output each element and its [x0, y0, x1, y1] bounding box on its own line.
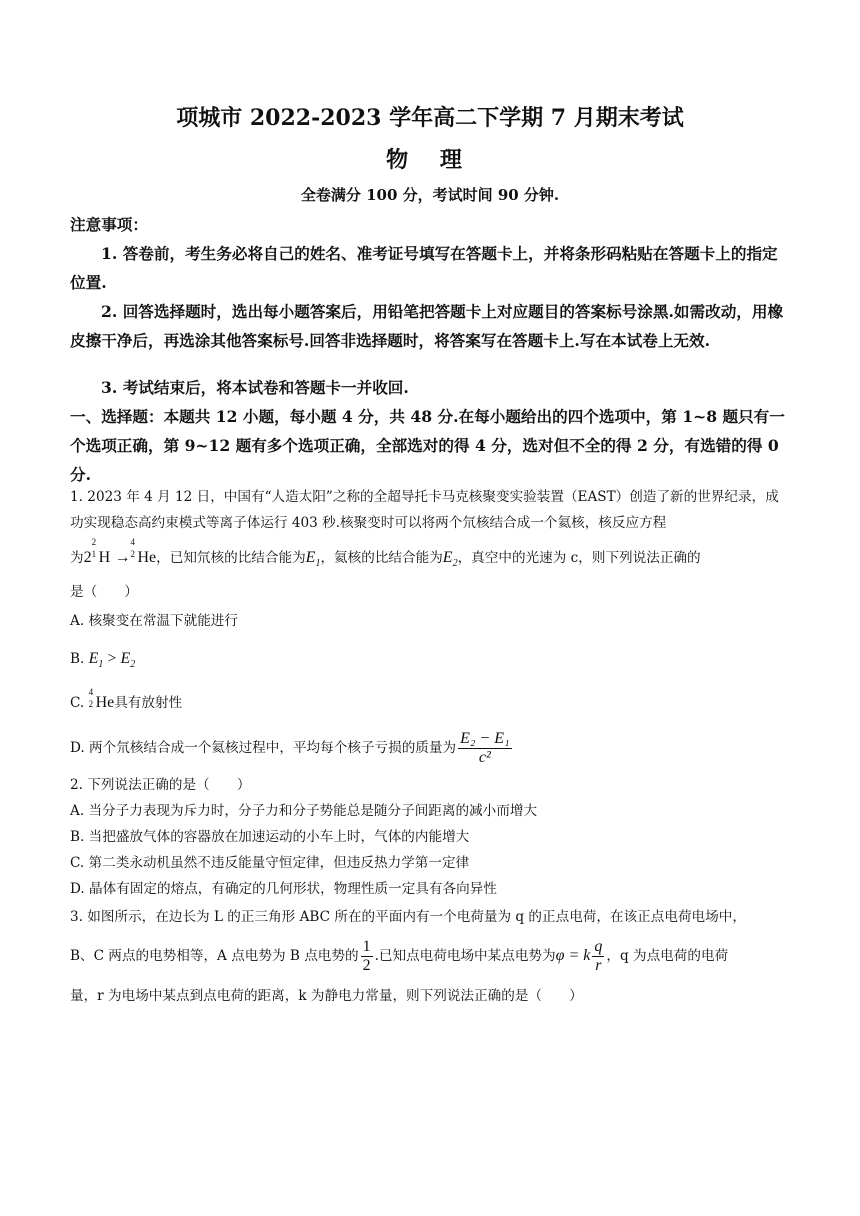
section-one-instructions: 一、选择题：本题共 12 小题，每小题 4 分，共 48 分.在每小题给出的四个选项中，第 1~8 题只有一个选项正确，第 9~12 题有多个选项正确，全部选对的得 4 分，选对但不全的得 2 分，有选错的得 0 分. — [70, 407, 785, 484]
question-3-line2 — [70, 938, 790, 975]
deuterium-symbol: H — [98, 549, 111, 566]
exam-title: 项城市 2022-2023 学年高二下学期 7 月期末考试 — [176, 105, 684, 131]
helium-nuclide — [130, 537, 157, 576]
question-1-equation-line — [70, 537, 790, 582]
question-1-pre: 为 — [70, 550, 84, 566]
greater-than-sign: > — [107, 650, 117, 667]
question-3-line3: 量，r 为电场中某点到点电荷的距离，k 为静电力常量，则下列说法正确的是（ ） — [70, 988, 583, 1004]
deuterium-atomic-number: 1 — [91, 549, 97, 559]
option-c-label: C. — [70, 695, 89, 711]
option-b-e1: $E_1$ — [88, 650, 104, 671]
one-half-fraction: $\frac{1}{2}$ — [362, 938, 371, 974]
exam-info: 全卷满分 100 分，考试时间 90 分钟. — [300, 186, 560, 204]
question-3-line1: 3. 如图所示，在边长为 L 的正三角形 ABC 所在的平面内有一个电荷量为 q 的正点电荷，在该正点电荷电场中， — [70, 909, 746, 925]
question-1-mid2: ，氦核的比结合能为 — [320, 550, 443, 566]
option-d-text: D. 两个氘核结合成一个氦核过程中，平均每个核子亏损的质量为 — [70, 740, 457, 756]
question-2-option-d: D. 晶体有固定的熔点，有确定的几何形状，物理性质一定具有各向异性 — [70, 881, 497, 897]
deuterium-mass-number: 2 — [91, 537, 97, 547]
question-2-option-b: B. 当把盛放气体的容器放在加速运动的小车上时，气体的内能增大 — [70, 829, 470, 845]
helium-atomic-number: 2 — [130, 549, 135, 559]
question-1-mid3: ，真空中的光速为 c，则下列说法正确的 — [457, 550, 701, 566]
option-b-label: B. — [70, 651, 89, 667]
question-3-line2-b: .已知点电荷电场中某点电势为 — [374, 948, 556, 964]
note-item-3: 3. 考试结束后，将本试卷和答题卡一并收回. — [101, 378, 409, 397]
question-1-mid1: ，已知氘核的比结合能为 — [156, 550, 306, 566]
reaction-arrow: → — [114, 549, 131, 566]
question-1-option-a: A. 核聚变在常温下就能进行 — [70, 613, 238, 629]
option-c-helium: 4 2 He — [88, 687, 115, 711]
question-3-line2-a: B、C 两点的电势相等，A 点电势为 B 点电势的 — [70, 948, 359, 964]
e1-symbol: $E_1$ — [305, 549, 321, 570]
option-b-e2: $E_2$ — [120, 650, 136, 671]
question-2-option-a: A. 当分子力表现为斥力时，分子力和分子势能总是随分子间距离的减小而增大 — [70, 803, 538, 819]
question-1-option-c — [70, 687, 790, 716]
exam-subject: 物 理 — [386, 147, 474, 173]
helium-mass-number: 4 — [130, 537, 135, 547]
question-1-option-b — [70, 646, 790, 678]
question-1-stem-end: 是（ ） — [70, 584, 138, 600]
question-1-stem-line1: 1. 2023 年 4 月 12 日，中国有“人造太阳”之称的全超导托卡马克核聚变实验装置（EAST）创造了新的世界纪录，成功实现稳态高约束模式等离子体运行 403 秒.核聚变时可以将两个氘核结合成一个氦核，核反应方程 — [70, 489, 779, 531]
option-c-text: 具有放射性 — [114, 695, 183, 711]
deuterium-nuclide — [91, 537, 111, 576]
e2-symbol: $E_2$ — [442, 549, 458, 570]
potential-formula: φ = k — [555, 947, 591, 964]
question-2-option-c: C. 第二类永动机虽然不违反能量守恒定律，但违反热力学第一定律 — [70, 855, 470, 871]
question-3-line2-c: ，q 为点电荷的电荷 — [606, 948, 729, 964]
question-2-stem: 2. 下列说法正确的是（ ） — [70, 777, 251, 793]
note-item-2: 2. 回答选择题时，选出每小题答案后，用铅笔把答题卡上对应题目的答案标号涂黑.如需改动，用橡皮擦干净后，再选涂其他答案标号.回答非选择题时，将答案写在答题卡上.写在本试卷上无效. — [70, 302, 784, 350]
helium-symbol: He — [137, 549, 157, 566]
note-item-1: 1. 答卷前，考生务必将自己的姓名、准考证号填写在答题卡上，并将条形码粘贴在答题卡上的指定位置. — [70, 244, 778, 292]
notes-heading: 注意事项： — [70, 215, 148, 234]
reaction-coefficient: 2 — [83, 549, 92, 566]
q-over-r-fraction: $\frac{q}{r}$ — [594, 938, 603, 974]
mass-defect-fraction: $\frac{\text{E₂ − E₁}}{\text{c²}}$ — [460, 730, 510, 766]
question-1-option-d — [70, 730, 790, 767]
